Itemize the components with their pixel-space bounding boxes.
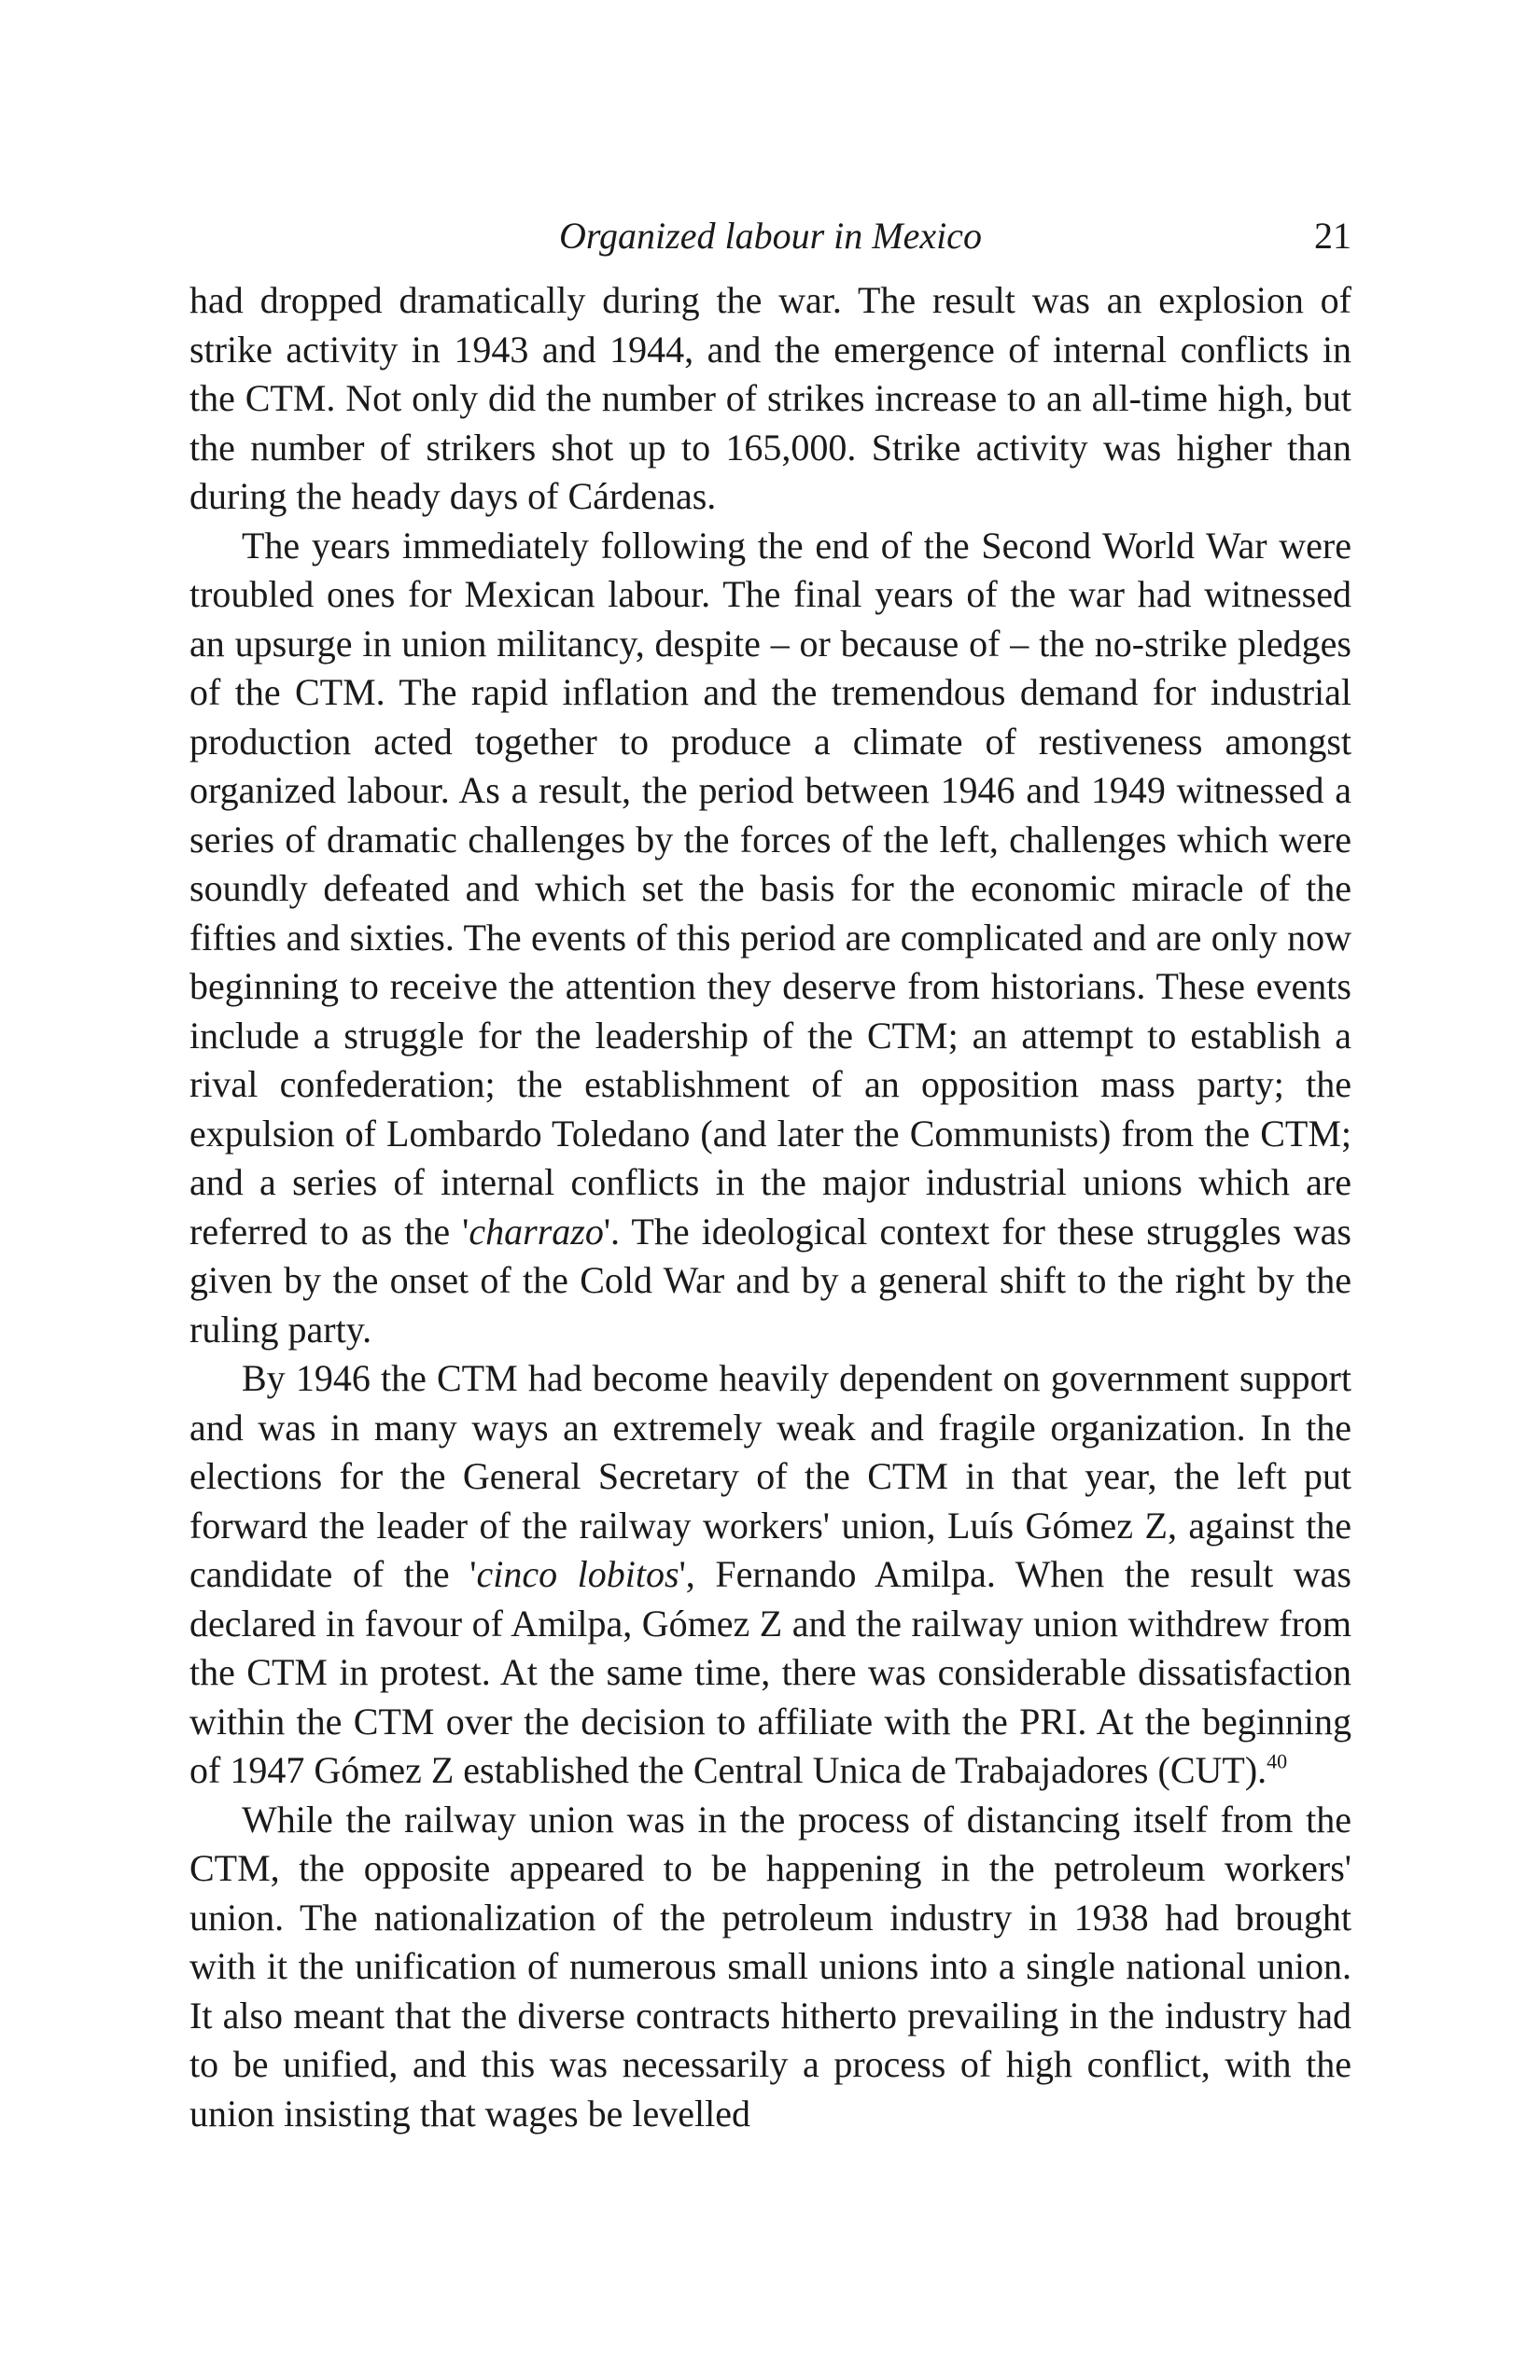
paragraph-1: had dropped dramatically during the war. The result was an explosion of strike activity in 1943 and 1944, and the emergence of internal conflicts in the CTM. Not only did the number of strikes increase to an all-time high, but the number of strikers shot up to 165,000. Strike activity was higher than during the heady days of Cárdenas. [189,279,1351,517]
paragraph-3-text-b: ', Fernando Amilpa. When the result was declared in favour of Amilpa, Gómez Z and the railway union withdrew from the CTM in protest. At the same time, there was considerable dissatisfaction within the CTM over the decision to affiliate with the PRI. At the beginning of 1947 Gómez Z established the Central Unica de Trabajadores (CUT). [189,1553,1352,1791]
paragraph-2-text-a: The years immediately following the end of the Second World War were troubled ones for Mexican labour. The final years of the war had witnessed an upsurge in union militancy, despite – or because of – the no-strike pledges of the CTM. The rapid inflation and the tremendous demand for industrial production acted together to produce a climate of restiveness amongst organized labour. As a result, the period between 1946 and 1949 witnessed a series of dramatic challenges by the forces of the left, challenges which were soundly defeated and which set the basis for the economic miracle of the fifties and sixties. The events of this period are complicated and are only now beginning to receive the attention they deserve from historians. These events include a struggle for the leadership of the CTM; an attempt to establish a rival confederation; the establishment of an opposition mass party; the expulsion of Lombardo Toledano (and later the Communists) from the CTM; and a series of internal conflicts in the major industrial unions which are referred to as the ' [189,524,1351,1253]
page-number: 21 [1314,215,1351,257]
running-title: Organized labour in Mexico [559,215,982,257]
footnote-marker: 40 [1267,1749,1288,1773]
paragraph-4: While the railway union was in the process of distancing itself from the CTM, the opposite appeared to be happening in the petroleum workers' union. The nationalization of the petroleum industry in 1938 had brought with it the unification of numerous small unions into a single national union. It also meant that the diverse contracts hitherto prevailing in the industry had to be unified, and this was necessarily a process of high conflict, with the union insisting that wages be levelled [189,1798,1351,2135]
paragraph-2 [189,522,1351,1355]
paragraph-3-text-a: By 1946 the CTM had become heavily dependent on government support and was in many ways an extremely weak and fragile organization. In the elections for the General Secretary of the CTM in that year, the left put forward the leader of the railway workers' union, Luís Gómez Z, against the candidate of the ' [189,1357,1351,1595]
cinco-lobitos-term: cinco lobitos [476,1553,679,1595]
paragraph-2-text-b: '. The ideological context for these struggles was given by the onset of the Cold War and by a general shift to the right by the ruling party. [189,1210,1351,1351]
paragraph-3 [189,1354,1351,1796]
running-head [189,210,1351,266]
charrazo-term: charrazo [469,1210,604,1253]
body-text [189,276,1351,2138]
